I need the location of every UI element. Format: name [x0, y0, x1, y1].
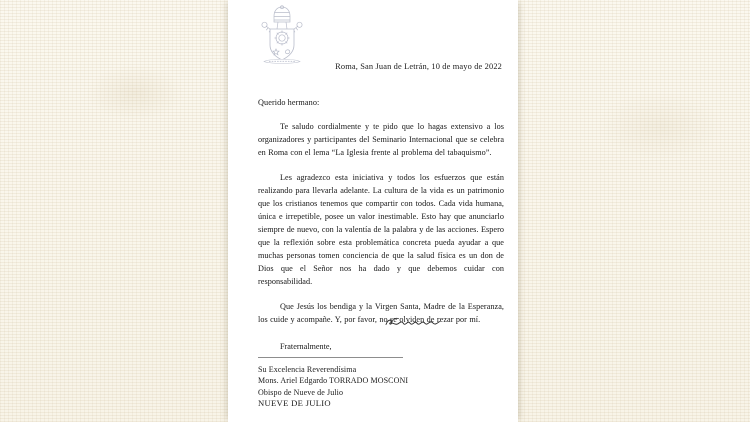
- paragraph-1: Te saludo cordialmente y te pido que lo hagas extensivo a los organizadores y participantes del Seminario Internacional que se celebra en Roma con el lema “La Iglesia frente al problema del tabaquismo”.: [258, 122, 504, 157]
- letter-page: [228, 0, 518, 422]
- dateline: Roma, San Juan de Letrán, 10 de mayo de 2022: [335, 62, 502, 71]
- letter-body: [258, 98, 504, 351]
- paragraph-2: Les agradezco esta iniciativa y todos los esfuerzos que están realizando para llevarla adelante. La cultura de la vida es un patrimonio que los cristianos tenemos que compartir con todos. Cada vida humana, única e irrepetible, posee un valor inestimable. Esto hay que anunciarlo siempre de nuevo, con la valentía de la palabra y de las acciones. Espero que la reflexión sobre esta problemática concreta pueda ayudar a que muchas personas tomen conciencia de que la salud física es un don de Dios que el Señor nos ha dado y que debemos cuidar con responsabilidad.: [258, 173, 504, 286]
- addressee-line-name: Mons. Ariel Edgardo TORRADO MOSCONI: [258, 376, 409, 386]
- closing-salutation: Fraternalmente,: [280, 342, 332, 351]
- addressee-divider: [258, 357, 403, 358]
- signature-mark: [383, 316, 443, 328]
- addressee-block: [258, 364, 508, 410]
- addressee-line-city: NUEVE DE JULIO: [258, 398, 331, 409]
- papal-coat-of-arms-icon: [250, 4, 314, 66]
- addressee-line-title: Obispo de Nueve de Julio: [258, 387, 344, 397]
- salutation: Querido hermano:: [258, 98, 320, 107]
- paragraph-3: Que Jesús los bendiga y la Virgen Santa, Madre de la Esperanza, los cuide y acompañe. Y, por favor, no se olviden de rezar por mí.: [258, 302, 504, 324]
- addressee-line-honorific: Su Excelencia Reverendísima: [258, 365, 357, 374]
